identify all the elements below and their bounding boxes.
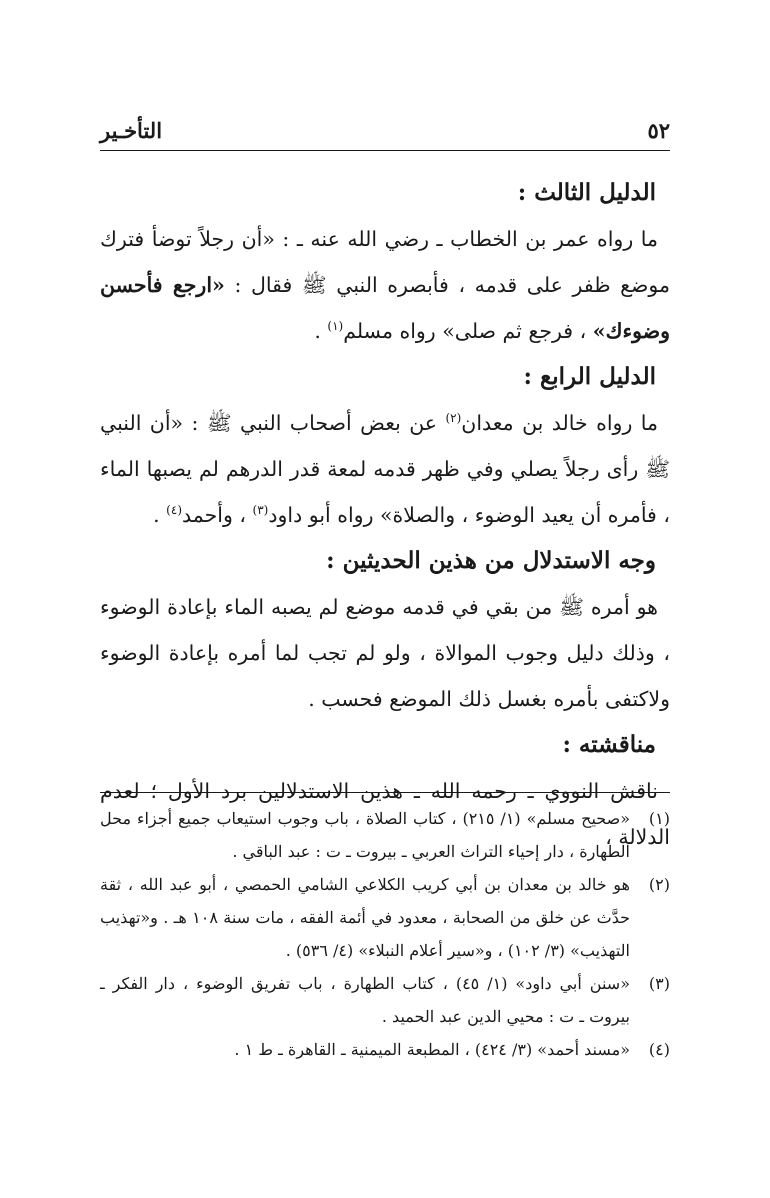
footnote-ref-3[interactable]: (٣) — [252, 503, 269, 518]
footnote-number: (٤) — [648, 1040, 670, 1059]
heading-fourth-evidence: الدليل الرابع : — [523, 363, 656, 390]
paragraph-third-evidence: ما رواه عمر بن الخطاب ـ رضي الله عنه ـ : «أن رجلاً توضأ فترك موضع ظفر على قدمه ، فأبصره النبي ﷺ فقال : «ارجع فأحسن وضوءك» ، فرجع ثم صلى» رواه مسلم$^{(١)}$ . — [100, 227, 671, 343]
main-text — [100, 170, 670, 860]
header-divider — [100, 150, 670, 151]
paragraph-inference: هو أمره ﷺ من بقي في قدمه موضع لم يصبه الماء بإعادة الوضوء ، وذلك دليل وجوب الموالاة ، ولو لم تجب لما أمره بإعادة الوضوء ولاكتفى بأمره بغسل ذلك الموضع فحسب . — [100, 595, 670, 711]
footnote-divider — [100, 792, 670, 793]
footnote-2 — [100, 868, 670, 967]
heading-discussion: مناقشته : — [562, 731, 656, 758]
heading-third-evidence: الدليل الثالث : — [517, 179, 656, 206]
footnote-text: «صحيح مسلم» (١/ ٢١٥) ، كتاب الصلاة ، باب وجوب استيعاب جميع أجزاء محل الطهارة ، دار إحياء التراث العربي ـ بيروت ـ ت : عبد الباقي . — [100, 809, 630, 861]
footnote-4 — [100, 1033, 670, 1066]
paragraph-fourth-evidence: ما رواه خالد بن معدان$^{(٢)}$ عن بعض أصحاب النبي ﷺ : «أن النبي ﷺ رأى رجلاً يصلي وفي ظهر قدمه لمعة قدر الدرهم لم يصبها الماء ، فأمره أن يعيد الوضوء ، والصلاة» رواه أبو داود$^{(٣)}$ ، وأحمد$^{(٤)}$ . — [100, 411, 670, 527]
running-header — [100, 118, 670, 148]
paragraph-discussion: ناقش النووي ـ رحمه الله ـ هذين الاستدلالين برد الأول ؛ لعدم الدلالة ، — [100, 779, 670, 849]
heading-inference: وجه الاستدلال من هذين الحديثين : — [326, 547, 656, 574]
footnote-ref-4[interactable]: (٤) — [166, 503, 182, 518]
footnote-1 — [100, 802, 670, 868]
page-number: ٥٢ — [647, 118, 670, 143]
footnote-number: (١) — [648, 809, 670, 828]
hadith-quote: «ارجع فأحسن وضوءك» — [100, 273, 670, 343]
footnote-number: (٣) — [648, 974, 670, 993]
footnote-text: هو خالد بن معدان بن أبي كريب الكلاعي الشامي الحمصي ، أبو عبد الله ، ثقة حدَّث عن خلق من الصحابة ، معدود في أئمة الفقه ، مات سنة ١٠٨ هـ . و«تهذيب التهذيب» (٣/ ١٠٢) ، و«سير أعلام النبلاء» (٤/ ٥٣٦) . — [100, 875, 631, 960]
footnote-text: «مسند أحمد» (٣/ ٤٢٤) ، المطبعة الميمنية ـ القاهرة ـ ط ١ . — [234, 1040, 630, 1059]
footnote-text: «سنن أبي داود» (١/ ٤٥) ، كتاب الطهارة ، باب تفريق الوضوء ، دار الفكر ـ بيروت ـ ت : محيي الدين عبد الحميد . — [100, 974, 630, 1026]
footnote-ref-1[interactable]: (١) — [327, 319, 344, 334]
chapter-title: التأخـير — [100, 118, 163, 143]
footnotes — [100, 802, 670, 1066]
footnote-3 — [100, 967, 670, 1033]
footnote-number: (٢) — [648, 875, 670, 894]
footnote-ref-2[interactable]: (٢) — [445, 411, 462, 426]
